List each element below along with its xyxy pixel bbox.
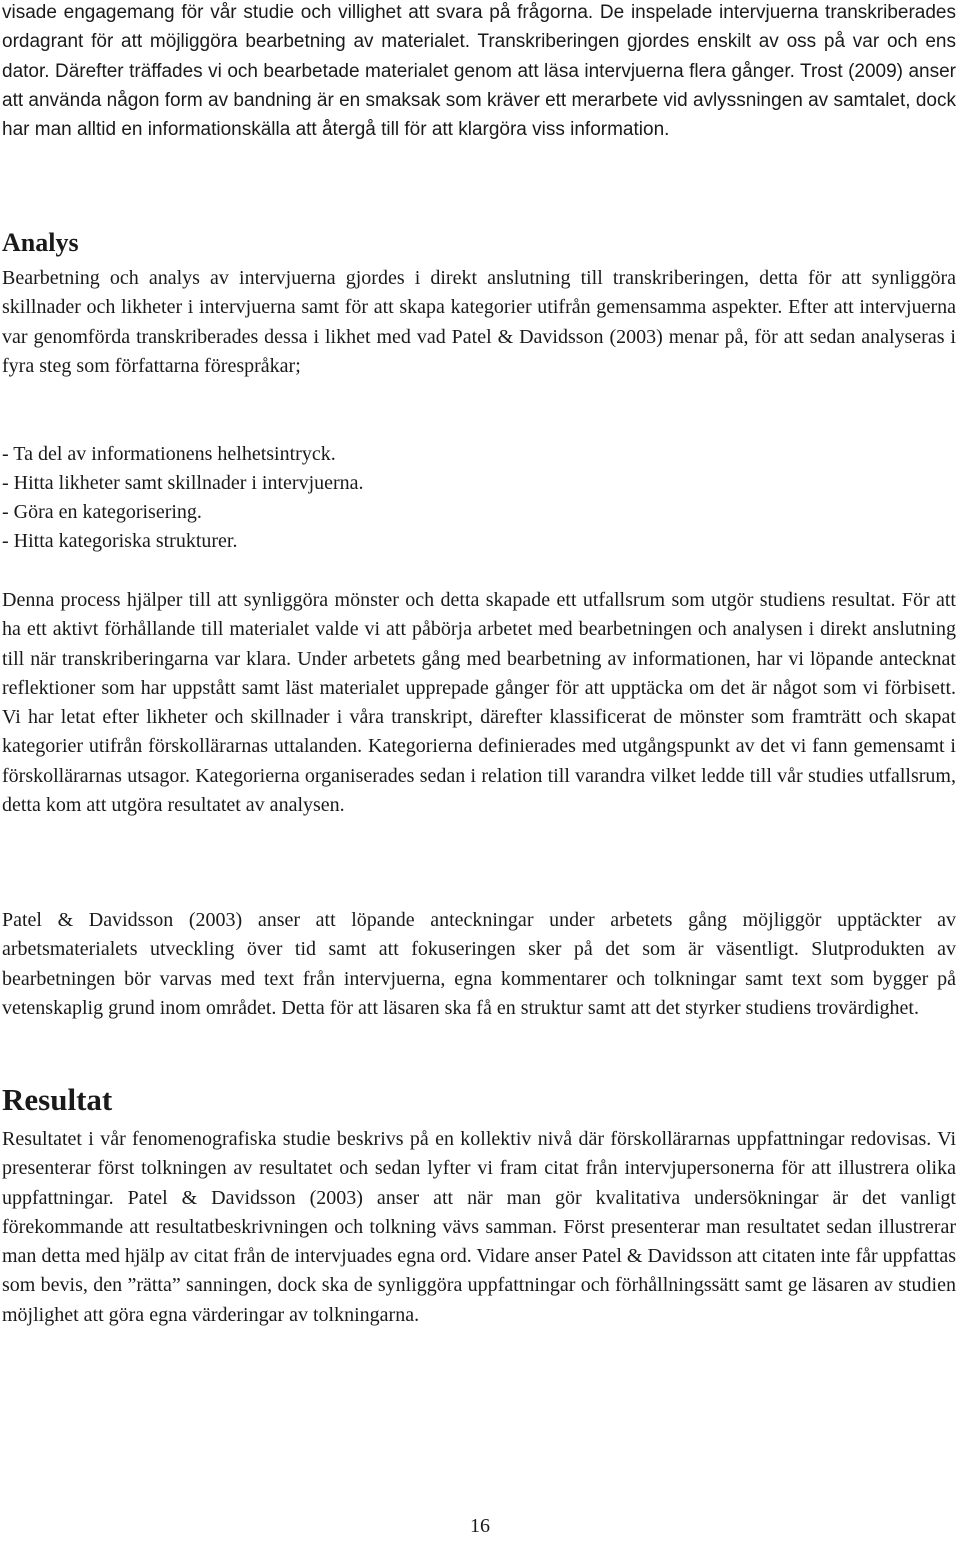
paragraph-intro: visade engagemang för vår studie och villighet att svara på frågorna. De inspelade intervjuerna transkriberades ordagrant för att möjliggöra bearbetning av materialet. Transkriberingen gjordes enskilt av oss på var och ens dator. Därefter träffades vi och bearbetade materialet genom att läsa intervjuerna flera gånger. Trost (2009) anser att använda någon form av bandning är en smaksak som kräver ett merarbete vid avlyssningen av samtalet, dock har man alltid en informationskälla att återgå till för att klargöra viss information.: [2, 2, 956, 141]
step-item: - Hitta likheter samt skillnader i intervjuerna.: [2, 472, 364, 494]
page-number: 16: [470, 1515, 490, 1537]
step-item: - Göra en kategorisering.: [2, 501, 202, 523]
paragraph-analys-2: Denna process hjälper till att synliggöra mönster och detta skapade ett utfallsrum som utgör studiens resultat. För att ha ett aktivt förhållande till materialet valde vi att påbörja arbetet med bearbetningen och analysen i direkt anslutning till när transkriberingarna var klara. Under arbetets gång med bearbetning av informationen, har vi löpande antecknat reflektioner som har uppstått samt läst materialet upprepade gånger för att upptäcka om det är något som vi förbisett. Vi har letat efter likheter och skillnader i våra transkript, därefter klassificerat de mönster som framträtt och skapat kategorier utifrån förskollärarnas uttalanden. Kategorierna definierades med utgångspunkt av det vi fann gemensamt i förskollärarnas utsagor. Kategorierna organiserades sedan i relation till varandra vilket ledde till vår studies utfallsrum, detta kom att utgöra resultatet av analysen.: [2, 589, 956, 817]
heading-analys: Analys: [2, 228, 79, 257]
heading-resultat: Resultat: [2, 1082, 113, 1117]
paragraph-analys-3: Patel & Davidsson (2003) anser att löpande anteckningar under arbetets gång möjliggör upptäckter av arbetsmaterialets utveckling över tid samt att fokuseringen sker på det som är väsentligt. Slutprodukten av bearbetningen bör varvas med text från intervjuerna, egna kommentarer och tolkningar samt text som bygger på vetenskaplig grund inom området. Detta för att läsaren ska få en struktur samt att det styrker studiens trovärdighet.: [2, 909, 956, 1019]
paragraph-resultat-1: Resultatet i vår fenomenografiska studie beskrivs på en kollektiv nivå där förskollärarnas uppfattningar redovisas. Vi presenterar först tolkningen av resultatet och sedan lyfter vi fram citat från intervjupersonerna för att illustrera olika uppfattningar. Patel & Davidsson (2003) anser att när man gör kvalitativa undersökningar är det vanligt förekommande att resultatbeskrivningen och tolkning vävs samman. Först presenterar man resultatet sedan illustrerar man detta med hjälp av citat från de intervjuades egna ord. Vidare anser Patel & Davidsson att citaten inte får uppfattas som bevis, den ”rätta” sanningen, dock ska de synliggöra uppfattningar och förhållningssätt samt ge läsaren av studien möjlighet att göra egna värderingar av tolkningarna.: [2, 1128, 956, 1326]
step-item: - Hitta kategoriska strukturer.: [2, 530, 238, 552]
step-item: - Ta del av informationens helhetsintryck.: [2, 443, 336, 465]
paragraph-analys-1: Bearbetning och analys av intervjuerna gjordes i direkt anslutning till transkriberingen, detta för att synliggöra skillnader och likheter i intervjuerna samt för att skapa kategorier utifrån gemensamma aspekter. Efter att intervjuerna var genomförda transkriberades dessa i likhet med vad Patel & Davidsson (2003) menar på, för att sedan analyseras i fyra steg som författarna förespråkar;: [2, 267, 956, 377]
